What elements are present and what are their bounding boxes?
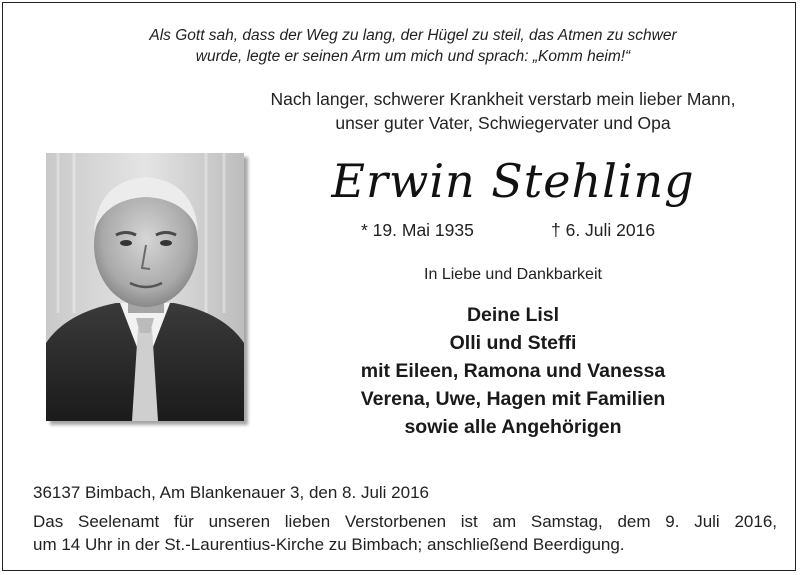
mourner-line: Deine Lisl — [466, 304, 560, 326]
obituary-card — [2, 2, 796, 571]
notice-line-2: um 14 Uhr in der St.-Laurentius-Kirche zu Bimbach; anschließend Beerdigung. — [33, 535, 625, 554]
portrait-photo — [46, 153, 244, 421]
mourners-list — [303, 301, 723, 441]
intro-line-1: Nach langer, schwerer Krankheit verstarb mein lieber Mann, — [270, 89, 736, 109]
gratitude-line: In Liebe und Dankbarkeit — [424, 266, 602, 283]
memorial-quote — [63, 25, 763, 67]
birth-date: * 19. Mai 1935 — [361, 220, 474, 240]
mourner-line: Olli und Steffi — [449, 332, 577, 354]
portrait-image — [46, 153, 244, 421]
quote-line-2: wurde, legte er seinen Arm um mich und sprach: „Komm heim!“ — [195, 48, 631, 65]
address-date-line: 36137 Bimbach, Am Blankenauer 3, den 8. Juli 2016 — [33, 483, 429, 502]
intro-line-2: unser guter Vater, Schwiegervater und Opa — [335, 113, 671, 133]
death-date: † 6. Juli 2016 — [551, 220, 656, 240]
mourner-line: mit Eileen, Ramona und Vanessa — [360, 360, 666, 382]
quote-line-1: Als Gott sah, dass der Weg zu lang, der Hügel zu steil, das Atmen zu schwer — [149, 27, 677, 44]
announcement-intro — [233, 87, 773, 135]
notice-line-1: Das Seelenamt für unseren lieben Verstorbenen ist am Samstag, dem 9. Juli 2016, — [33, 512, 777, 531]
mourner-line: Verena, Uwe, Hagen mit Familien — [360, 388, 666, 410]
deceased-name: Erwin Stehling — [331, 154, 695, 208]
funeral-notice — [33, 510, 777, 556]
mourner-line: sowie alle Angehörigen — [404, 416, 622, 438]
